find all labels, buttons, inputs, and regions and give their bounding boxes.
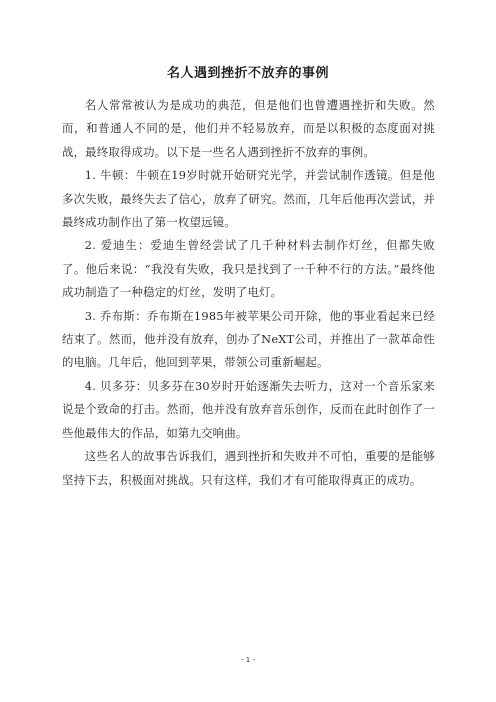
document-title: 名人遇到挫折不放弃的事例 bbox=[166, 66, 329, 81]
paragraph-conclusion: 这些名人的故事告诉我们，遇到挫折和失败并不可怕，重要的是能够坚持下去，积极面对挑战。只有这样，我们才有可能取得真正的成功。 bbox=[62, 449, 435, 487]
paragraph-newton: 1. 牛顿：牛顿在19岁时就开始研究光学，并尝试制作透镜。但是他多次失败，最终失去了信心，放弃了研究。然而，几年后他再次尝试，并最终成功制作出了第一枚望远镜。 bbox=[62, 168, 435, 230]
paragraph-jobs: 3. 乔布斯：乔布斯在1985年被苹果公司开除，他的事业看起来已经结束了。然而，他并没有放弃，创办了NeXT公司，并推出了一款革命性的电脑。几年后，他回到苹果，带领公司重新崛起。 bbox=[62, 308, 435, 370]
paragraph-edison: 2. 爱迪生：爱迪生曾经尝试了几千种材料去制作灯丝，但都失败了。他后来说：“我没有失败，我只是找到了一千种不行的方法。”最终他成功制造了一种稳定的灯丝，发明了电灯。 bbox=[62, 238, 435, 300]
paragraph-intro: 名人常常被认为是成功的典范，但是他们也曾遭遇挫折和失败。然而，和普通人不同的是，他们并不轻易放弃，而是以积极的态度面对挑战，最终取得成功。以下是一些名人遇到挫折不放弃的事例。 bbox=[62, 98, 435, 159]
document-body bbox=[62, 94, 435, 492]
paragraph-beethoven: 4. 贝多芬：贝多芬在30岁时开始逐渐失去听力，这对一个音乐家来说是个致命的打击。然而，他并没有放弃音乐创作，反而在此时创作了一些他最伟大的作品，如第九交响曲。 bbox=[62, 378, 435, 440]
page-number: - 1 - bbox=[241, 656, 255, 664]
